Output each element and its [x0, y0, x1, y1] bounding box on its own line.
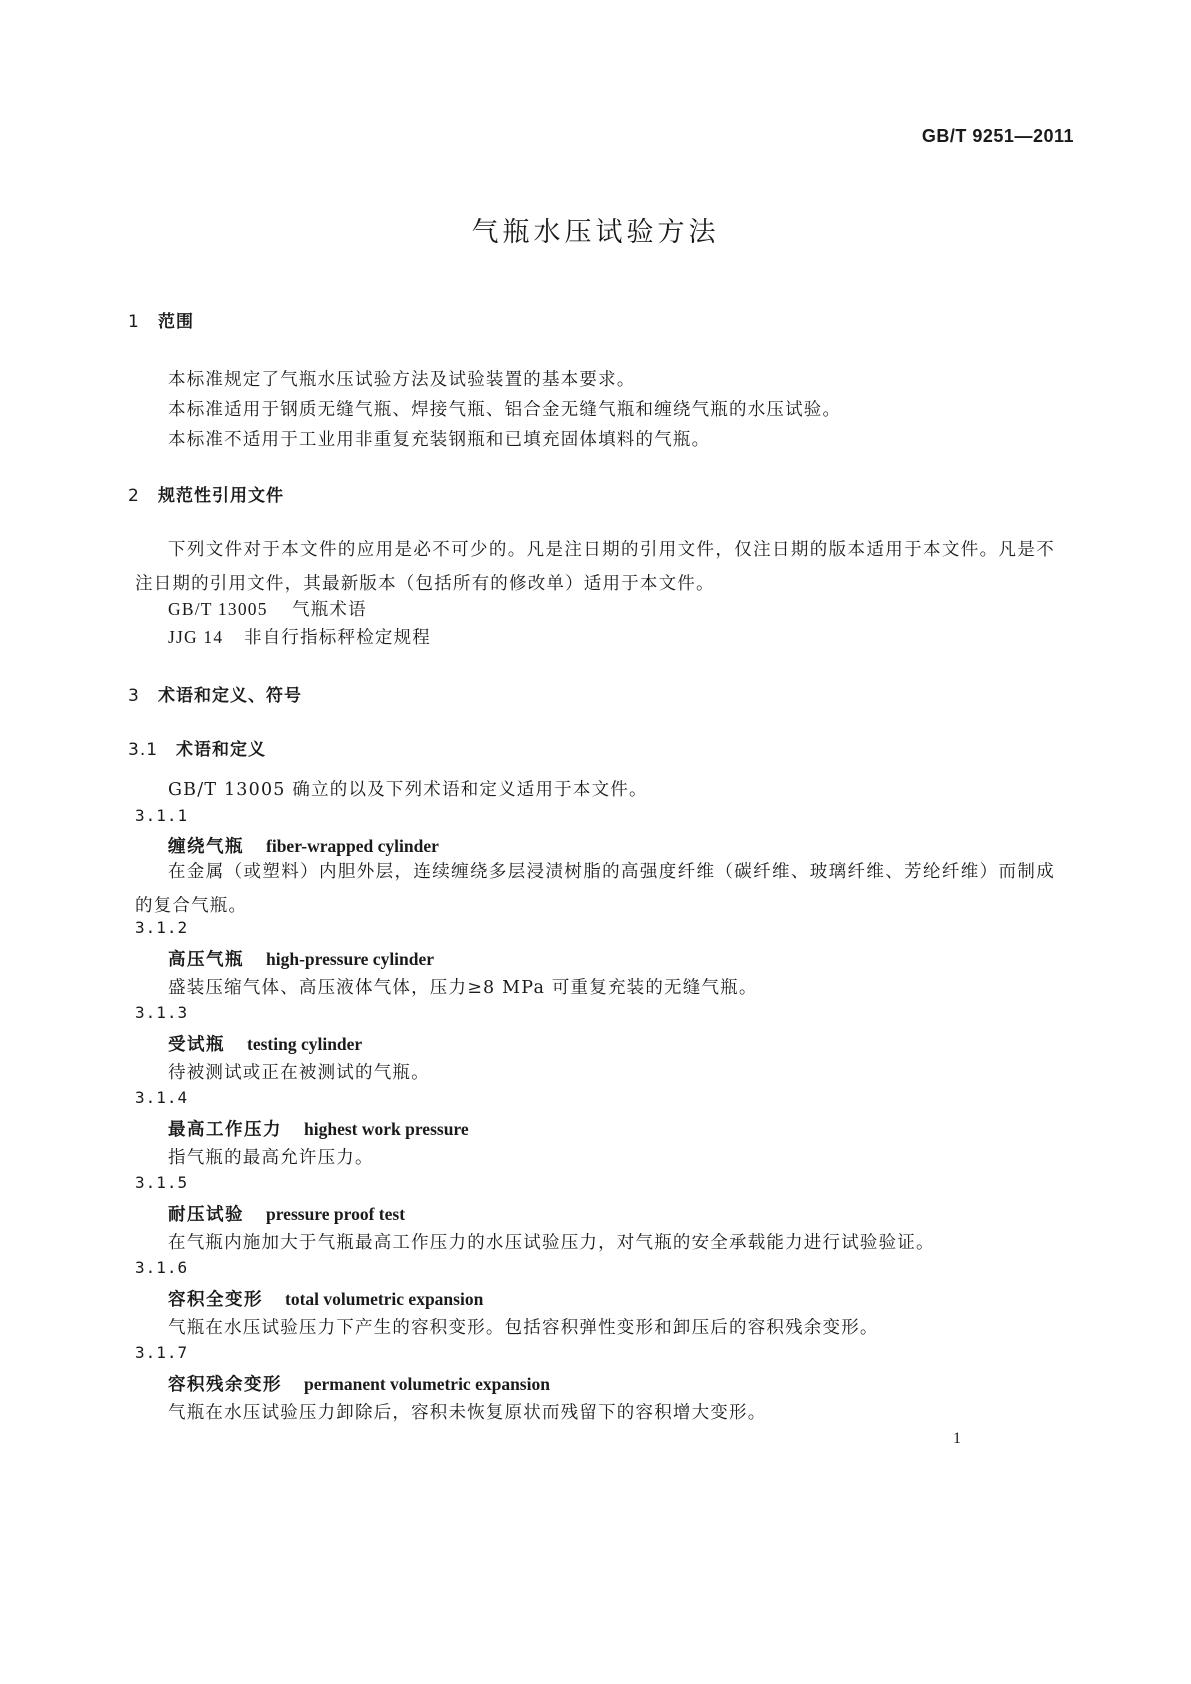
- clause-number: 3.1.3: [135, 1003, 189, 1022]
- section-title: 术语和定义: [176, 740, 266, 760]
- term-heading: [168, 1371, 550, 1396]
- standard-code: GB/T 9251—2011: [921, 126, 1074, 146]
- term-english: high-pressure cylinder: [266, 949, 435, 969]
- reference-title: 非自行指标秤检定规程: [244, 628, 431, 648]
- document-title: 气瓶水压试验方法: [471, 217, 720, 248]
- clause-number: 3.1.1: [135, 806, 189, 825]
- page-number: 1: [953, 1430, 961, 1447]
- term-heading: [168, 1116, 469, 1141]
- term-chinese: 高压气瓶: [168, 950, 244, 970]
- reference-item: [168, 596, 367, 621]
- term-english: highest work pressure: [304, 1119, 469, 1139]
- term-chinese: 容积全变形: [168, 1290, 263, 1310]
- section-1-heading: [128, 307, 194, 332]
- term-definition: 气瓶在水压试验压力卸除后，容积未恢复原状而残留下的容积增大变形。: [168, 1403, 767, 1423]
- term-definition: 在金属（或塑料）内胆外层，连续缠绕多层浸渍树脂的高强度纤维（碳纤维、玻璃纤维、芳纶纤维）而制成的复合气瓶。: [135, 862, 1055, 916]
- reference-title: 气瓶术语: [292, 600, 367, 620]
- section-number: 1: [128, 312, 140, 332]
- section-number: 3.1: [128, 740, 159, 760]
- clause-number: 3.1.4: [135, 1088, 189, 1107]
- paragraph: GB/T 13005 确立的以及下列术语和定义适用于本文件。: [168, 780, 648, 800]
- term-chinese: 缠绕气瓶: [168, 837, 244, 857]
- term-english: permanent volumetric expansion: [304, 1374, 550, 1394]
- section-title: 术语和定义、符号: [158, 686, 302, 706]
- reference-item: [168, 624, 431, 649]
- term-definition: 盛装压缩气体、高压液体气体，压力≥8 MPa 可重复充装的无缝气瓶。: [168, 978, 758, 998]
- term-definition: 指气瓶的最高允许压力。: [168, 1148, 374, 1168]
- term-definition: 待被测试或正在被测试的气瓶。: [168, 1063, 430, 1083]
- section-number: 3: [128, 686, 140, 706]
- reference-code: JJG 14: [168, 627, 224, 647]
- paragraph: 本标准规定了气瓶水压试验方法及试验装置的基本要求。: [168, 370, 636, 390]
- term-chinese: 最高工作压力: [168, 1120, 282, 1140]
- section-title: 规范性引用文件: [158, 486, 284, 506]
- term-definition: 气瓶在水压试验压力下产生的容积变形。包括容积弹性变形和卸压后的容积残余变形。: [168, 1318, 879, 1338]
- section-2-heading: [128, 481, 284, 506]
- section-3-heading: [128, 681, 302, 706]
- paragraph: 本标准适用于钢质无缝气瓶、焊接气瓶、铝合金无缝气瓶和缠绕气瓶的水压试验。: [168, 400, 842, 420]
- term-chinese: 耐压试验: [168, 1205, 244, 1225]
- term-english: testing cylinder: [247, 1034, 363, 1054]
- clause-number: 3.1.7: [135, 1343, 189, 1362]
- reference-code: GB/T 13005: [168, 599, 268, 619]
- term-english: fiber-wrapped cylinder: [266, 836, 439, 856]
- term-english: pressure proof test: [266, 1204, 406, 1224]
- term-chinese: 容积残余变形: [168, 1375, 282, 1395]
- paragraph: 本标准不适用于工业用非重复充装钢瓶和已填充固体填料的气瓶。: [168, 430, 711, 450]
- clause-number: 3.1.5: [135, 1173, 189, 1192]
- clause-number: 3.1.2: [135, 918, 189, 937]
- term-heading: [168, 1031, 362, 1056]
- term-definition: 在气瓶内施加大于气瓶最高工作压力的水压试验压力，对气瓶的安全承载能力进行试验验证。: [168, 1233, 935, 1253]
- section-title: 范围: [158, 312, 194, 332]
- term-chinese: 受试瓶: [168, 1035, 225, 1055]
- section-number: 2: [128, 486, 140, 506]
- clause-number: 3.1.6: [135, 1258, 189, 1277]
- term-heading: [168, 946, 434, 971]
- paragraph: 下列文件对于本文件的应用是必不可少的。凡是注日期的引用文件，仅注日期的版本适用于本文件。凡是不注日期的引用文件，其最新版本（包括所有的修改单）适用于本文件。: [135, 540, 1055, 594]
- section-3-1-heading: [128, 735, 266, 760]
- term-heading: [168, 1286, 483, 1311]
- term-english: total volumetric expansion: [285, 1289, 484, 1309]
- term-heading: [168, 1201, 405, 1226]
